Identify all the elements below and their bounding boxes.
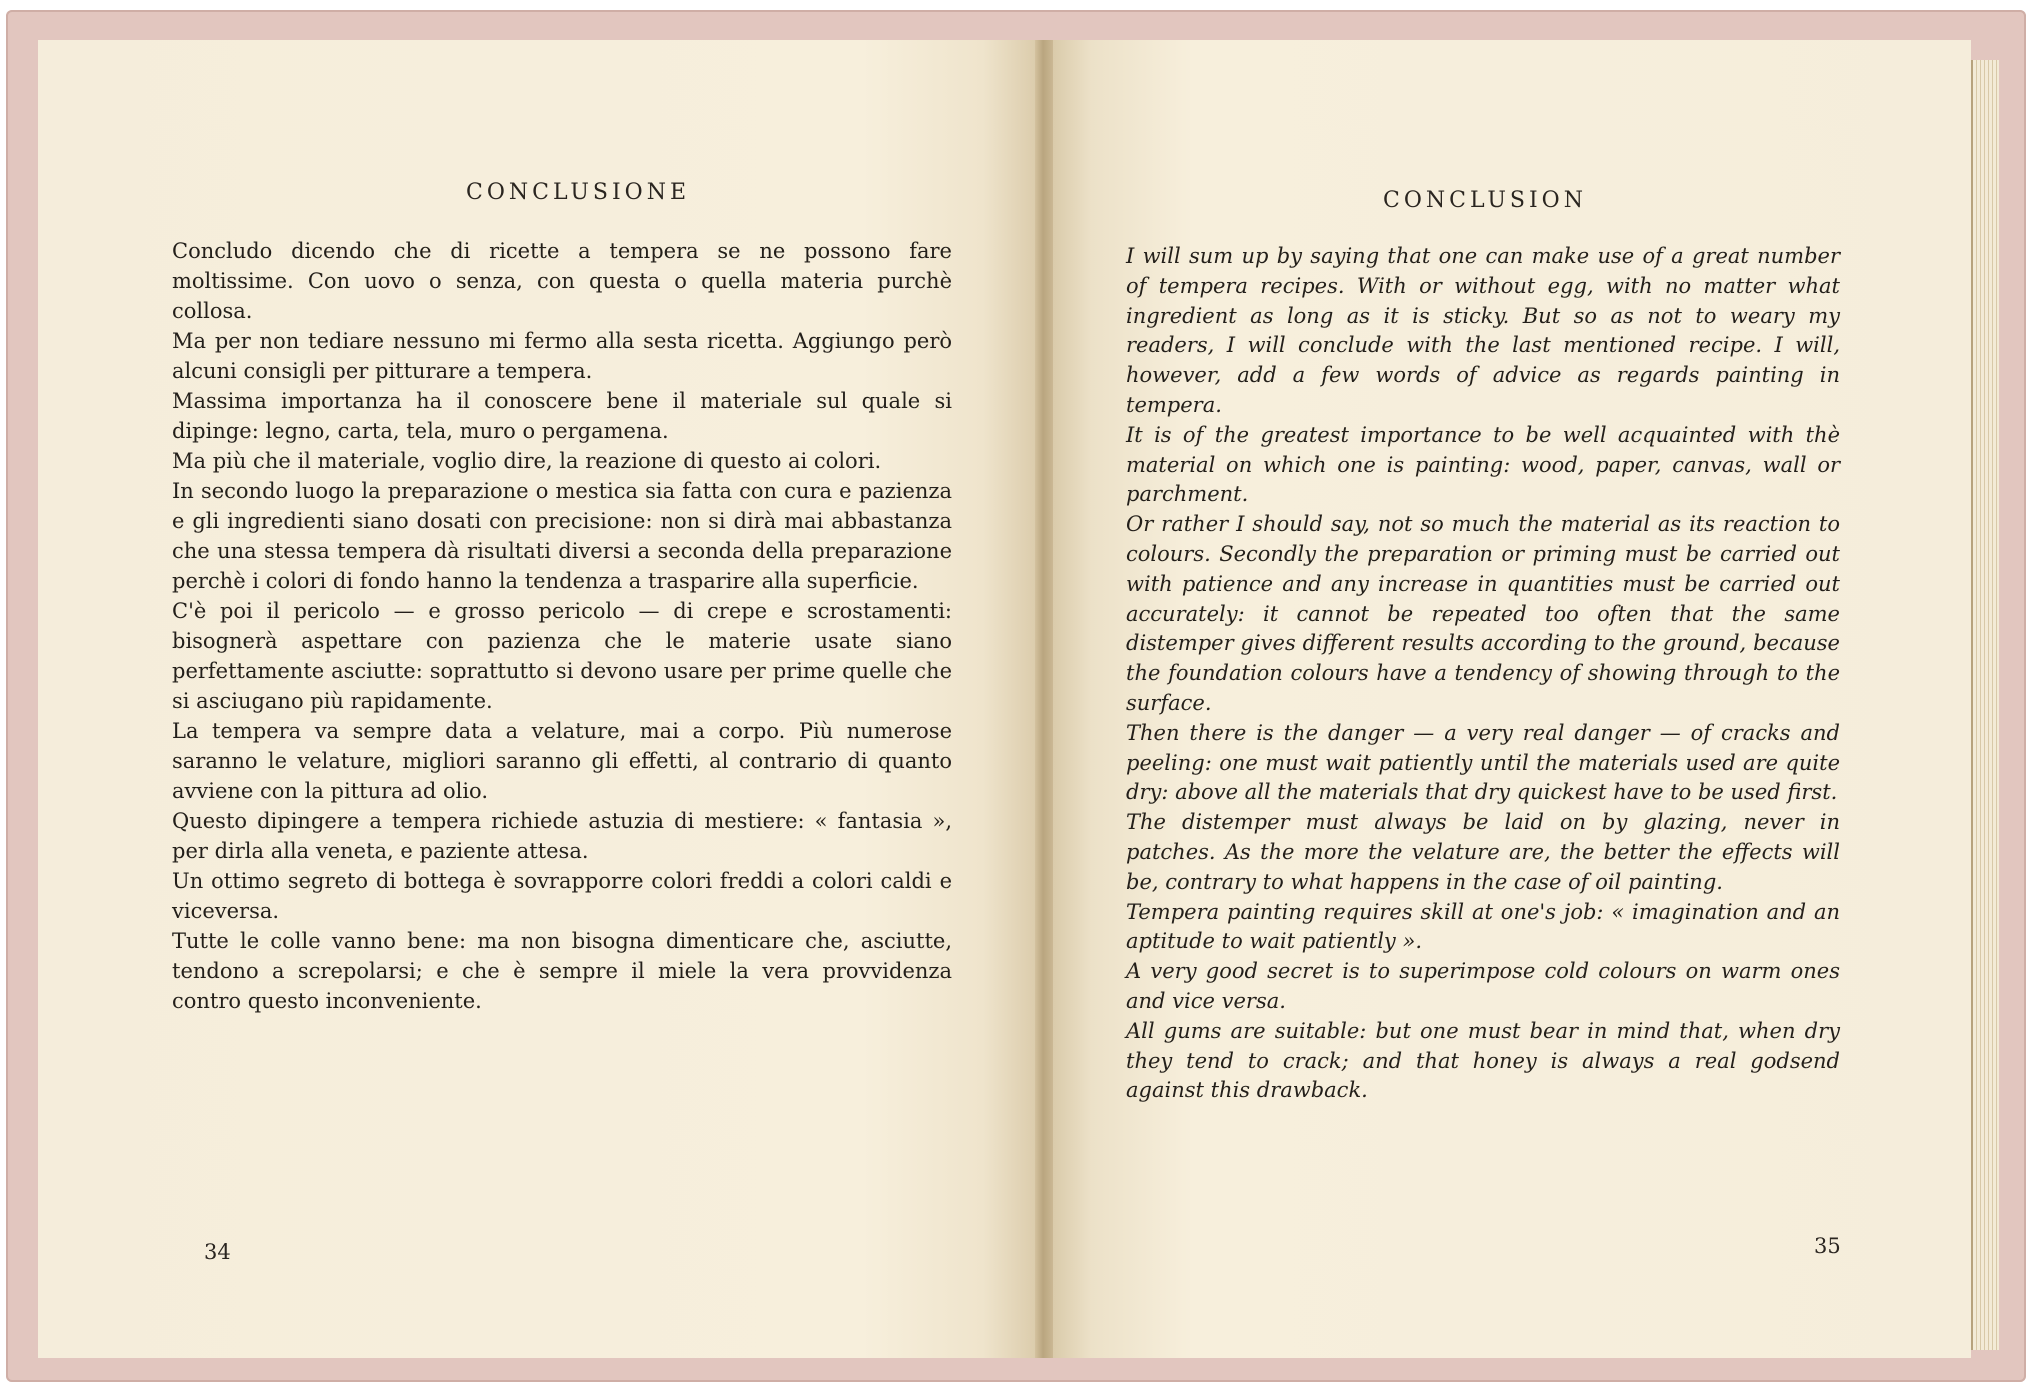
- book-gutter: [1035, 40, 1053, 1358]
- right-paragraph: Then there is the danger — a very real danger — of cracks and peeling: one must wait patiently until the materials used are quite dry: above all the materials that dry quickest have to be used first.: [1126, 720, 1840, 805]
- right-paragraph: The distemper must always be laid on by glazing, never in patches. As the more the velature are, the better the effects will be, contrary to what happens in the case of oil painting.: [1126, 810, 1840, 894]
- left-paragraph: Questo dipingere a tempera richiede astuzia di mestiere: « fantasia », per dirla alla veneta, e paziente attesa.: [172, 809, 952, 863]
- right-paragraph: All gums are suitable: but one must bear in mind that, when dry they tend to crack; and that honey is always a real godsend against this drawback.: [1126, 1018, 1840, 1103]
- right-paragraph: A very good secret is to superimpose cold colours on warm ones and vice versa.: [1126, 959, 1840, 1013]
- right-paragraph: It is of the greatest importance to be well acquainted with thè material on which one is painting: wood, paper, canvas, wall or parchment.: [1126, 422, 1840, 507]
- left-paragraph: La tempera va sempre data a velature, mai a corpo. Più numerose saranno le velature, migliori saranno gli effetti, al contrario di quanto avviene con la pittura ad olio.: [172, 719, 952, 803]
- right-page-body: [1126, 242, 1840, 1106]
- right-paragraph: Or rather I should say, not so much the material as its reaction to colours. Secondly the preparation or priming must be carried out with patience and any increase in quantities must be carried out accurately: it cannot be repeated too often that the same distemper gives different results according to the ground, because the foundation colours have a tendency of showing through to the surface.: [1126, 512, 1840, 715]
- left-page-body: [172, 236, 952, 1016]
- left-paragraph: Ma per non tediare nessuno mi fermo alla sesta ricetta. Aggiungo però alcuni consigli per pitturare a tempera.: [172, 329, 952, 383]
- left-paragraph: In secondo luogo la preparazione o mestica sia fatta con cura e pazienza e gli ingredienti siano dosati con precisione: non si dirà mai abbastanza che una stessa tempera dà risultati diversi a seconda della preparazione perchè i colori di fondo hanno la tendenza a trasparire alla superficie.: [172, 479, 952, 593]
- right-page-number: 35: [1814, 1234, 1841, 1258]
- right-page-heading: CONCLUSION: [1383, 188, 1587, 213]
- left-page-number: 34: [204, 1240, 231, 1264]
- left-page-heading: CONCLUSIONE: [466, 180, 691, 205]
- right-paragraph: Tempera painting requires skill at one's job: « imagination and an aptitude to wait patiently ».: [1126, 899, 1840, 954]
- left-paragraph: Ma più che il materiale, voglio dire, la reazione di questo ai colori.: [172, 449, 882, 473]
- right-paragraph: I will sum up by saying that one can make use of a great number of tempera recipes. With or without egg, with no matter what ingredient as long as it is sticky. But so as not to weary my readers, I will conclude with the last mentioned recipe. I will, however, add a few words of advice as regards painting in tempera.: [1126, 244, 1840, 417]
- left-paragraph: Concludo dicendo che di ricette a tempera se ne possono fare moltissime. Con uovo o senza, con questa o quella materia purchè collosa.: [172, 239, 952, 323]
- left-paragraph: Un ottimo segreto di bottega è sovrapporre colori freddi a colori caldi e viceversa.: [172, 869, 952, 923]
- left-paragraph: C'è poi il pericolo — e grosso pericolo — di crepe e scrostamenti: bisognerà aspettare con pazienza che le materie usate siano perfettamente asciutte: soprattutto si devono usare per prime quelle che si asciugano più rapidamente.: [172, 599, 952, 713]
- left-paragraph: Tutte le colle vanno bene: ma non bisogna dimenticare che, asciutte, tendono a screpolarsi; e che è sempre il miele la vera provvidenza contro questo inconveniente.: [172, 929, 952, 1013]
- left-paragraph: Massima importanza ha il conoscere bene il materiale sul quale si dipinge: legno, carta, tela, muro o pergamena.: [172, 389, 952, 443]
- page-edges: [1971, 60, 1999, 1350]
